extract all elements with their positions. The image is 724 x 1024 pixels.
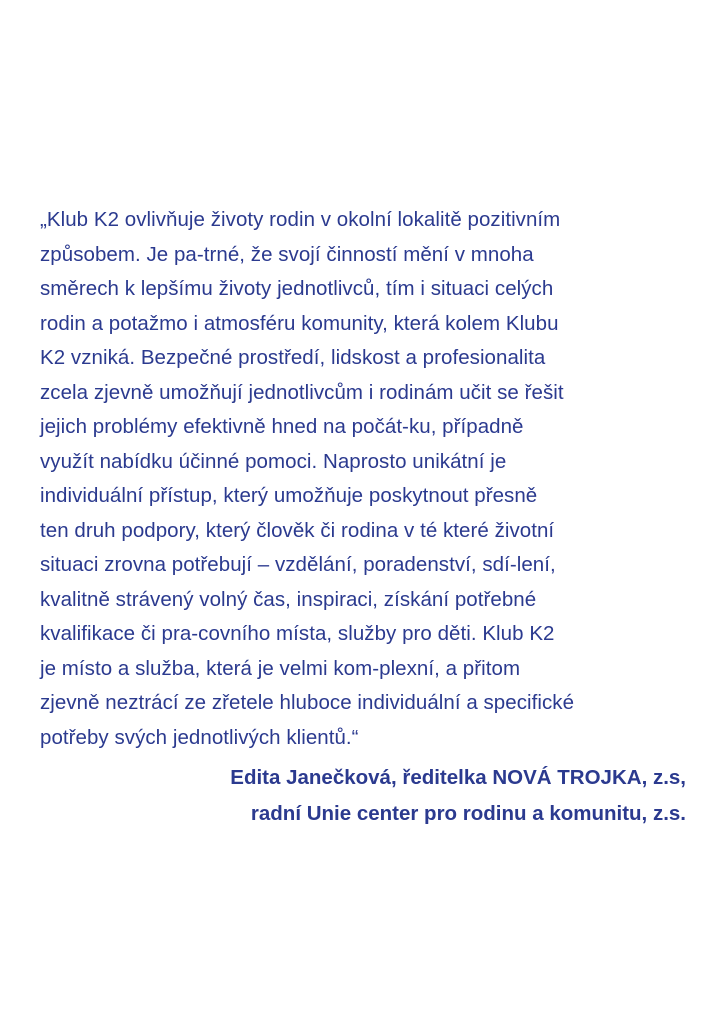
quote-line: „Klub K2 ovlivňuje životy rodin v okolní lokalitě pozitivním: [40, 208, 561, 231]
quote-line: využít nabídku účinné pomoci. Naprosto unikátní je: [40, 449, 507, 473]
quote-line: kvalitně strávený volný čas, inspiraci, získání potřebné: [40, 587, 537, 611]
quote-line: individuální přístup, který umožňuje poskytnout přesně: [40, 484, 538, 507]
quote-line: kvalifikace či pra-covního místa, služby pro děti. Klub K2: [40, 622, 555, 645]
quote-line: ten druh podpory, který člověk či rodina v té které životní: [40, 518, 555, 542]
testimonial-quote: [40, 203, 710, 755]
quote-line: jejich problémy efektivně hned na počát-ku, případně: [40, 415, 524, 438]
quote-line: je místo a služba, která je velmi kom-plexní, a přitom: [40, 656, 521, 680]
quote-line: směrech k lepšímu životy jednotlivců, tím i situaci celých: [40, 277, 554, 300]
quote-line: situaci zrovna potřebují – vzdělání, poradenství, sdí-lení,: [40, 553, 556, 576]
quote-attribution: [230, 760, 686, 832]
quote-line: zcela zjevně umožňují jednotlivcům i rodinám učit se řešit: [40, 380, 564, 404]
attribution-name-role: Edita Janečková, ředitelka NOVÁ TROJKA, z.s,: [230, 766, 686, 789]
quote-line: způsobem. Je pa-trné, že svojí činností mění v mnoha: [40, 242, 534, 266]
quote-line: rodin a potažmo i atmosféru komunity, která kolem Klubu: [40, 311, 559, 335]
quote-line: K2 vzniká. Bezpečné prostředí, lidskost a profesionalita: [40, 346, 546, 369]
quote-line: potřeby svých jednotlivých klientů.“: [40, 725, 359, 749]
attribution-affiliation: radní Unie center pro rodinu a komunitu, z.s.: [250, 802, 686, 825]
quote-line: zjevně neztrácí ze zřetele hluboce individuální a specifické: [40, 691, 575, 714]
